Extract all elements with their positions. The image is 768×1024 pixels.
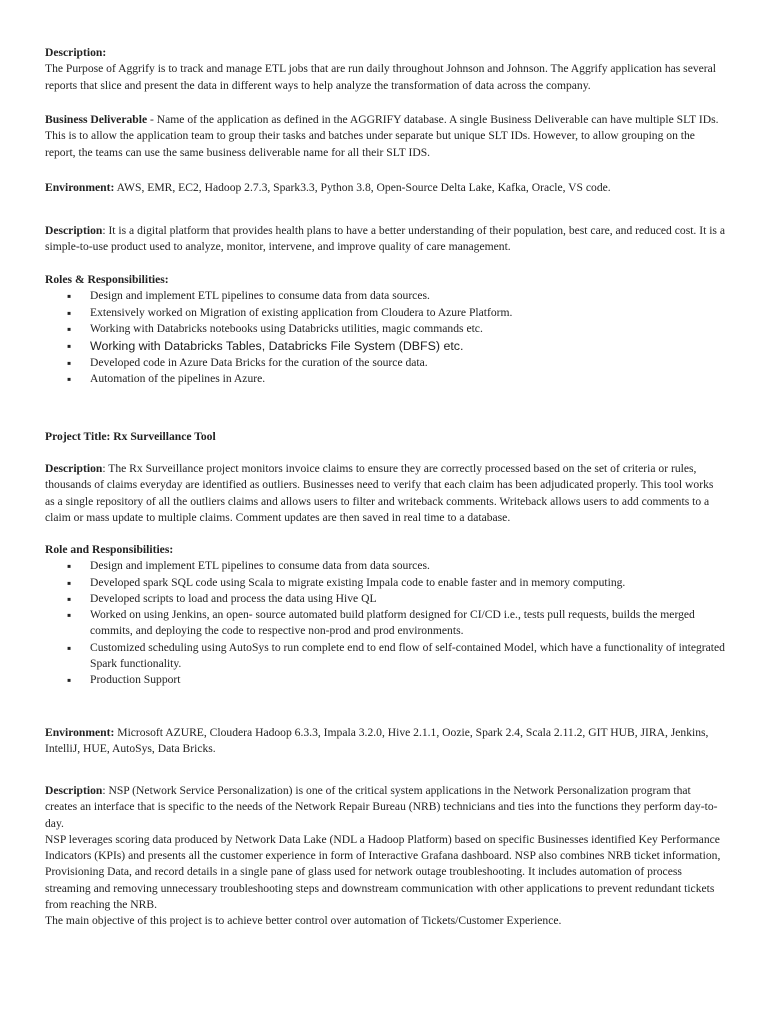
environment-text: Microsoft AZURE, Cloudera Hadoop 6.3.3, Impala 3.2.0, Hive 2.1.1, Oozie, Spark 2.4, Scala 2.11.2, GIT HUB, JIRA, Jenkins, IntelliJ, HUE, AutoSys, Data Bricks. xyxy=(45,726,709,756)
list-item: ▪ Working with Databricks Tables, Databricks File System (DBFS) etc. xyxy=(45,337,725,355)
business-deliverable-label: Business Deliverable xyxy=(45,113,148,126)
environment-text: AWS, EMR, EC2, Hadoop 2.7.3, Spark3.3, Python 3.8, Open-Source Delta Lake, Kafka, Oracle, VS code. xyxy=(114,181,611,194)
business-deliverable-text: - Name of the application as defined in the AGGRIFY database. A single Business Deliverable can have multiple SLT IDs. This is to allow the application team to group their tasks and batches under separate but unique SLT IDs. However, to allow grouping on the report, the teams can use the same business deliverable name for all their SLT IDS. xyxy=(45,113,719,159)
list-item: ▪ Developed scripts to load and process the data using Hive QL xyxy=(45,591,725,607)
environment-2 xyxy=(45,725,725,758)
description-text: The Purpose of Aggrify is to track and manage ETL jobs that are run daily throughout Johnson and Johnson. The Aggrify application has several reports that slice and present the data in different ways to help analyze the transformation of data across the company. xyxy=(45,62,717,92)
nsp-paragraph-3: The main objective of this project is to achieve better control over automation of Tickets/Customer Experience. xyxy=(45,914,562,928)
list-item: ▪ Production Support xyxy=(45,672,725,688)
description-text: : NSP (Network Service Personalization) is one of the critical system applications in the Network Personalization program that creates an interface that is specific to the needs of the Network Repair Bureau (NRB) technicians and ties into the functions they perform day-to-day. xyxy=(45,784,718,830)
roles-list xyxy=(45,558,725,688)
roles-section-2 xyxy=(45,542,725,689)
list-item: ▪ Developed code in Azure Data Bricks for the curation of the source data. xyxy=(45,355,725,371)
aggrify-description xyxy=(45,45,725,94)
list-item: ▪ Automation of the pipelines in Azure. xyxy=(45,371,725,387)
project-title-text: : Rx Surveillance Tool xyxy=(106,430,216,443)
list-item: ▪ Extensively worked on Migration of existing application from Cloudera to Azure Platform. xyxy=(45,305,725,321)
description-label: Description xyxy=(45,224,103,237)
nsp-paragraph-2: NSP leverages scoring data produced by Network Data Lake (NDL a Hadoop Platform) based on specific Businesses identified Key Performance Indicators (KPIs) and presents all the customer experience in form of Interactive Grafana dashboard. NSP also combines NRB ticket information, Provisioning Data, and record details in a single pane of glass used for network outage troubleshooting. It includes automation of process streaming and removing unnecessary troubleshooting steps and downstream communication with other applications to prevent redundant tickets from reaching the NRB. xyxy=(45,832,721,912)
list-item: ▪ Design and implement ETL pipelines to consume data from data sources. xyxy=(45,288,725,304)
project-title xyxy=(45,429,725,445)
environment-1 xyxy=(45,180,725,196)
description-label: Description: xyxy=(45,46,107,59)
roles-list xyxy=(45,288,725,387)
business-deliverable xyxy=(45,112,725,161)
description-text: : The Rx Surveillance project monitors invoice claims to ensure they are correctly processed based on the set of criteria or rules, thousands of claims everyday are identified as outliers. Businesses need to verify that each claim has been adjudicated properly. This tool works as a single repository of all the outliers claims and allows users to filter and writeback comments. Writeback allows users to add comments to a claim or mass update to multiple claims. Comment updates are then saved in real time to a database. xyxy=(45,462,714,524)
roles-section-1 xyxy=(45,272,725,388)
roles-label: Role and Responsibilities: xyxy=(45,543,174,556)
list-item: ▪ Developed spark SQL code using Scala to migrate existing Impala code to enable faster and in memory computing. xyxy=(45,575,725,591)
rx-description xyxy=(45,461,725,526)
environment-label: Environment: xyxy=(45,181,115,194)
description-label: Description xyxy=(45,784,103,797)
environment-label: Environment: xyxy=(45,726,115,739)
description-text: : It is a digital platform that provides health plans to have a better understanding of their population, best care, and reduced cost. It is a simple-to-use product used to analyze, monitor, intervene, and improve quality of care management. xyxy=(45,224,725,254)
nsp-description xyxy=(45,783,725,930)
list-item: ▪ Working with Databricks notebooks using Databricks utilities, magic commands etc. xyxy=(45,321,725,337)
list-item: ▪ Design and implement ETL pipelines to consume data from data sources. xyxy=(45,558,725,574)
health-platform-description xyxy=(45,223,725,256)
list-item: ▪ Worked on using Jenkins, an open- source automated build platform designed for CI/CD i.e., tests pull requests, builds the merged commits, and deploying the code to respective non-prod and prod environments. xyxy=(45,607,725,640)
project-title-label: Project Title xyxy=(45,430,107,443)
list-item: ▪ Customized scheduling using AutoSys to run complete end to end flow of self-contained Model, which have a functionality of integrated Spark functionality. xyxy=(45,640,725,673)
description-label: Description xyxy=(45,462,103,475)
roles-label: Roles & Responsibilities: xyxy=(45,273,169,286)
